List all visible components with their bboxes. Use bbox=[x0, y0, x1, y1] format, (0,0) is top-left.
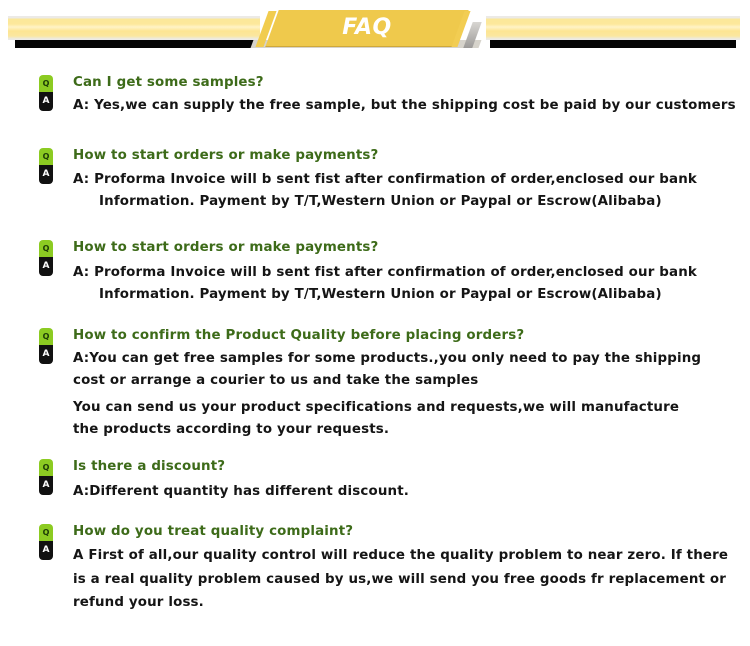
answer-badge-icon: A bbox=[39, 476, 53, 495]
faq-answer-line: A First of all,our quality control will reduce the quality problem to near zero. If there bbox=[73, 548, 729, 563]
faq-answer-line: Information. Payment by T/T,Western Union or Paypal or Escrow(Alibaba) bbox=[99, 287, 662, 302]
question-badge-icon: Q bbox=[39, 148, 53, 165]
qa-badge-icon bbox=[39, 459, 53, 497]
answer-badge-icon: A bbox=[39, 541, 53, 560]
question-badge-icon: Q bbox=[39, 240, 53, 257]
faq-answer-line: A: Proforma Invoice will b sent fist after confirmation of order,enclosed our bank bbox=[73, 172, 697, 187]
faq-question: Is there a discount? bbox=[73, 459, 226, 474]
question-badge-icon: Q bbox=[39, 524, 53, 541]
faq-answer-line: the products according to your requests. bbox=[73, 422, 390, 437]
faq-answer-line: A: Yes,we can supply the free sample, but the shipping cost be paid by our customers bbox=[73, 98, 736, 113]
qa-badge-icon bbox=[39, 240, 53, 278]
faq-question: How to start orders or make payments? bbox=[73, 240, 379, 255]
question-badge-icon: Q bbox=[39, 459, 53, 476]
faq-banner bbox=[0, 0, 750, 60]
qa-badge-icon bbox=[39, 524, 53, 562]
banner-bar-left bbox=[8, 16, 260, 40]
faq-question: Can I get some samples? bbox=[73, 75, 264, 90]
qa-badge-icon bbox=[39, 328, 53, 366]
faq-answer-line: Information. Payment by T/T,Western Union or Paypal or Escrow(Alibaba) bbox=[99, 194, 662, 209]
qa-badge-icon bbox=[39, 148, 53, 186]
faq-answer-line: refund your loss. bbox=[73, 595, 204, 610]
question-badge-icon: Q bbox=[39, 75, 53, 92]
faq-answer-line: You can send us your product specifications and requests,we will manufacture bbox=[73, 400, 680, 415]
question-badge-icon: Q bbox=[39, 328, 53, 345]
banner-bar-right bbox=[486, 16, 740, 40]
banner-shadow-right bbox=[490, 40, 736, 48]
faq-question: How do you treat quality complaint? bbox=[73, 524, 354, 539]
answer-badge-icon: A bbox=[39, 257, 53, 276]
faq-answer-line: A: Proforma Invoice will b sent fist after confirmation of order,enclosed our bank bbox=[73, 265, 697, 280]
answer-badge-icon: A bbox=[39, 345, 53, 364]
answer-badge-icon: A bbox=[39, 92, 53, 111]
faq-answer-line: A:Different quantity has different discount. bbox=[73, 484, 409, 499]
page-title: FAQ bbox=[342, 15, 392, 40]
faq-question: How to confirm the Product Quality before placing orders? bbox=[73, 328, 525, 343]
answer-badge-icon: A bbox=[39, 165, 53, 184]
qa-badge-icon bbox=[39, 75, 53, 113]
faq-answer-line: cost or arrange a courier to us and take the samples bbox=[73, 373, 479, 388]
faq-question: How to start orders or make payments? bbox=[73, 148, 379, 163]
faq-answer-line: is a real quality problem caused by us,we will send you free goods fr replacement or bbox=[73, 572, 727, 587]
faq-answer-line: A:You can get free samples for some products.,you only need to pay the shipping bbox=[73, 351, 702, 366]
banner-shadow-left bbox=[15, 40, 255, 48]
